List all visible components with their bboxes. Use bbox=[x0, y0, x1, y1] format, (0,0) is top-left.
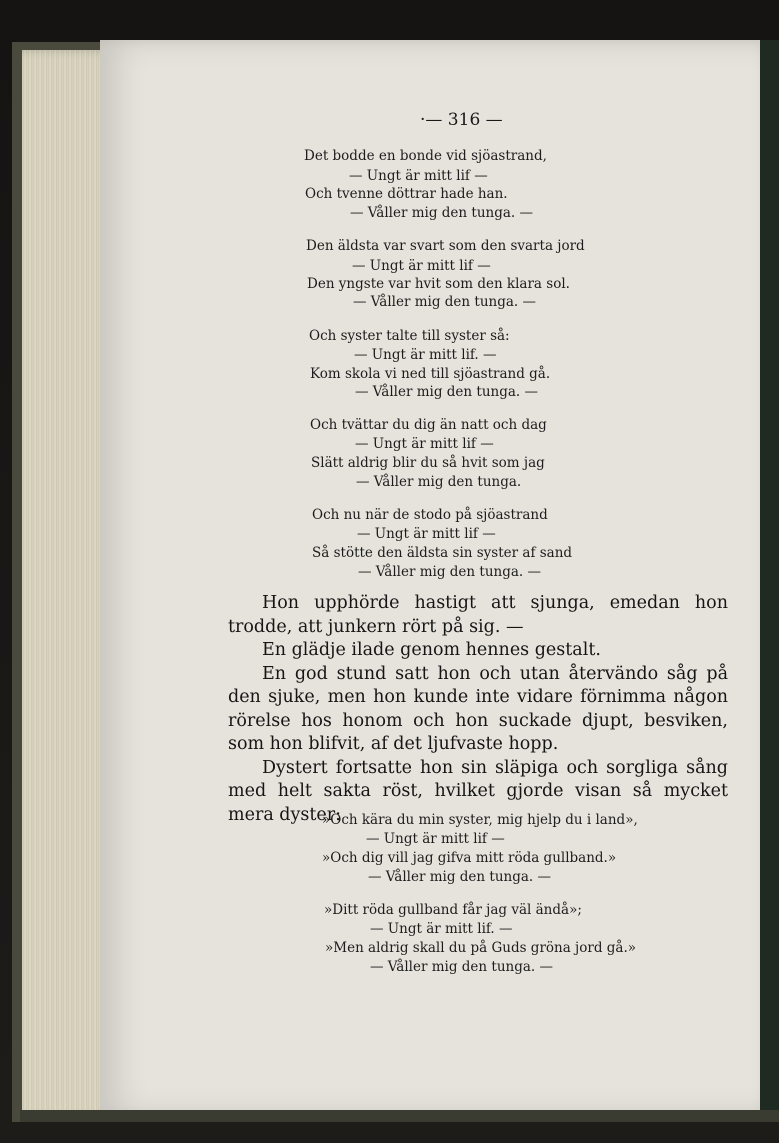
verse-refrain: — Våller mig den tunga. — bbox=[353, 294, 536, 310]
verse-refrain: — Våller mig den tunga. — bbox=[350, 205, 533, 221]
verse-line: »Ditt röda gullband får jag väl ändå»; bbox=[324, 902, 582, 918]
verse-refrain: — Våller mig den tunga. — bbox=[358, 564, 541, 580]
verse-line: Slätt aldrig blir du så hvit som jag bbox=[311, 455, 545, 471]
verse-line: Och syster talte till syster så: bbox=[309, 328, 510, 344]
verse-line: Så stötte den äldsta sin syster af sand bbox=[312, 545, 573, 561]
prose-paragraph: Dystert fortsatte hon sin släpiga och sorgliga sång med helt sakta röst, hvilket gjorde visan så mycket mera dyster: bbox=[228, 757, 728, 825]
verse-line: Och tvenne döttrar hade han. bbox=[305, 186, 508, 202]
verse-refrain: — Ungt är mitt lif — bbox=[352, 258, 491, 274]
verse-line: Och nu när de stodo på sjöastrand bbox=[312, 507, 548, 523]
prose-block bbox=[228, 592, 728, 827]
page-number: ·— 316 — bbox=[420, 110, 503, 130]
verse-line: Den äldsta var svart som den svarta jord bbox=[306, 238, 585, 254]
verse-refrain: — Ungt är mitt lif. — bbox=[354, 347, 497, 363]
verse-line: Den yngste var hvit som den klara sol. bbox=[307, 276, 570, 292]
bottom-edge bbox=[20, 1110, 779, 1122]
right-edge bbox=[760, 40, 779, 1120]
prose-paragraph: En god stund satt hon och utan återvändo såg på den sjuke, men hon kunde inte vidare förnimma någon rörelse hos honom och hon suckade djupt, besviken, som hon blifvit, af det ljufvaste hopp. bbox=[228, 663, 728, 754]
verse-line: »Men aldrig skall du på Guds gröna jord gå.» bbox=[325, 940, 637, 956]
verse-refrain: — Ungt är mitt lif. — bbox=[370, 921, 513, 937]
verse-refrain: — Ungt är mitt lif — bbox=[357, 526, 496, 542]
verse-refrain: — Våller mig den tunga. bbox=[356, 474, 522, 490]
verse-refrain: — Våller mig den tunga. — bbox=[355, 384, 538, 400]
verse-line: Och tvättar du dig än natt och dag bbox=[310, 417, 547, 433]
prose-paragraph: Hon upphörde hastigt att sjunga, emedan hon trodde, att junkern rört på sig. — bbox=[228, 593, 728, 637]
verse-refrain: — Våller mig den tunga. — bbox=[368, 869, 551, 885]
verse-refrain: — Ungt är mitt lif — bbox=[355, 436, 494, 452]
verse-refrain: — Ungt är mitt lif — bbox=[366, 831, 505, 847]
verse-line: »Och kära du min syster, mig hjelp du i land», bbox=[322, 812, 638, 828]
prose-paragraph: En glädje ilade genom hennes gestalt. bbox=[262, 640, 601, 660]
verse-refrain: — Ungt är mitt lif — bbox=[349, 168, 488, 184]
verse-line: »Och dig vill jag gifva mitt röda gullband.» bbox=[322, 850, 617, 866]
verse-line: Kom skola vi ned till sjöastrand gå. bbox=[310, 366, 551, 382]
verse-line: Det bodde en bonde vid sjöastrand, bbox=[304, 148, 547, 164]
verse-refrain: — Våller mig den tunga. — bbox=[370, 959, 553, 975]
